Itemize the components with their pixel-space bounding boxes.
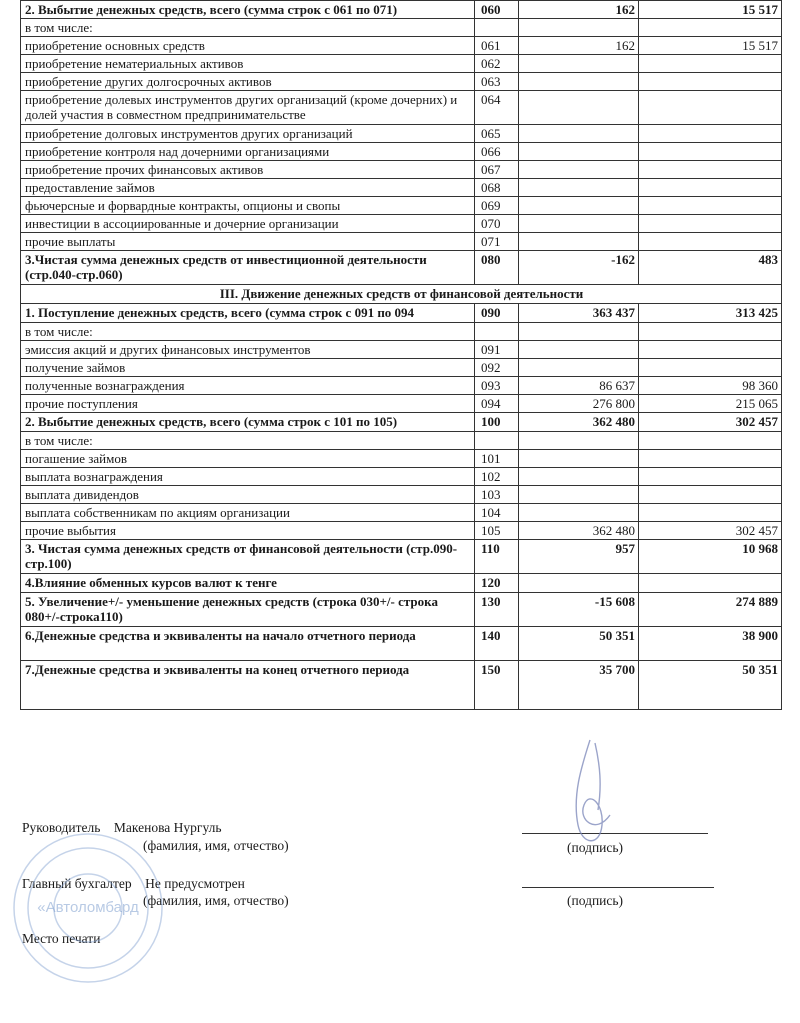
row-name-cell: инвестиции в ассоциированные и дочерние организации — [21, 215, 475, 233]
table-row — [21, 304, 782, 323]
row-name-cell: в том числе: — [21, 432, 475, 450]
table-row — [21, 574, 782, 593]
row-code-cell: 130 — [475, 593, 519, 627]
current-period-cell: 162 — [519, 1, 639, 19]
table-row — [21, 19, 782, 37]
table-row — [21, 73, 782, 91]
current-period-cell — [519, 19, 639, 37]
row-code-cell: 102 — [475, 468, 519, 486]
row-code-cell: 120 — [475, 574, 519, 593]
accountant-title: Главный бухгалтер — [22, 876, 132, 891]
table-row — [21, 486, 782, 504]
current-period-cell — [519, 486, 639, 504]
row-code-cell: 063 — [475, 73, 519, 91]
row-code-cell: 150 — [475, 661, 519, 710]
previous-period-cell: 38 900 — [639, 627, 782, 661]
current-period-cell: 50 351 — [519, 627, 639, 661]
row-code-cell: 101 — [475, 450, 519, 468]
previous-period-cell: 483 — [639, 251, 782, 285]
previous-period-cell: 15 517 — [639, 1, 782, 19]
previous-period-cell — [639, 432, 782, 450]
row-name-cell: в том числе: — [21, 19, 475, 37]
table-row — [21, 215, 782, 233]
current-period-cell: 957 — [519, 540, 639, 574]
row-name-cell: приобретение основных средств — [21, 37, 475, 55]
table-row — [21, 413, 782, 432]
signature-stroke — [576, 740, 610, 841]
row-code-cell: 105 — [475, 522, 519, 540]
table-row — [21, 161, 782, 179]
section-header-row — [21, 285, 782, 304]
previous-period-cell — [639, 91, 782, 125]
current-period-cell — [519, 432, 639, 450]
row-code-cell: 071 — [475, 233, 519, 251]
row-code-cell: 140 — [475, 627, 519, 661]
table-row — [21, 341, 782, 359]
table-row — [21, 37, 782, 55]
row-name-cell: 1. Поступление денежных средств, всего (сумма строк с 091 по 094 — [21, 304, 475, 323]
row-code-cell: 061 — [475, 37, 519, 55]
current-period-cell — [519, 73, 639, 91]
row-name-cell: приобретение контроля над дочерними организациями — [21, 143, 475, 161]
row-name-cell: погашение займов — [21, 450, 475, 468]
current-period-cell: -162 — [519, 251, 639, 285]
row-code-cell — [475, 323, 519, 341]
previous-period-cell — [639, 359, 782, 377]
row-code-cell: 069 — [475, 197, 519, 215]
row-name-cell: 6.Денежные средства и эквиваленты на начало отчетного периода — [21, 627, 475, 661]
row-name-cell: приобретение долговых инструментов других организаций — [21, 125, 475, 143]
current-period-cell — [519, 341, 639, 359]
head-name: Макенова Нургуль — [113, 820, 222, 835]
head-title: Руководитель — [22, 820, 101, 835]
current-period-cell: 86 637 — [519, 377, 639, 395]
table-row — [21, 540, 782, 574]
row-code-cell: 065 — [475, 125, 519, 143]
row-code-cell: 094 — [475, 395, 519, 413]
current-period-cell — [519, 323, 639, 341]
previous-period-cell — [639, 504, 782, 522]
current-period-cell: 363 437 — [519, 304, 639, 323]
row-name-cell: 3.Чистая сумма денежных средств от инвестиционной деятельности (стр.040-стр.060) — [21, 251, 475, 285]
row-name-cell: фьючерсные и форвардные контракты, опционы и свопы — [21, 197, 475, 215]
row-code-cell: 090 — [475, 304, 519, 323]
previous-period-cell — [639, 215, 782, 233]
row-name-cell: выплата вознаграждения — [21, 468, 475, 486]
accountant-name-caption: (фамилия, имя, отчество) — [143, 893, 289, 908]
table-row — [21, 504, 782, 522]
table-row — [21, 251, 782, 285]
row-code-cell: 100 — [475, 413, 519, 432]
current-period-cell — [519, 233, 639, 251]
previous-period-cell — [639, 323, 782, 341]
current-period-cell: 276 800 — [519, 395, 639, 413]
table-row — [21, 125, 782, 143]
table-row — [21, 91, 782, 125]
row-code-cell: 080 — [475, 251, 519, 285]
row-code-cell — [475, 19, 519, 37]
current-period-cell — [519, 55, 639, 73]
table-row — [21, 197, 782, 215]
current-period-cell — [519, 215, 639, 233]
current-period-cell — [519, 450, 639, 468]
current-period-cell — [519, 125, 639, 143]
previous-period-cell — [639, 55, 782, 73]
table-row — [21, 661, 782, 710]
row-code-cell: 067 — [475, 161, 519, 179]
row-name-cell: 7.Денежные средства и эквиваленты на конец отчетного периода — [21, 661, 475, 710]
row-name-cell: предоставление займов — [21, 179, 475, 197]
previous-period-cell — [639, 161, 782, 179]
row-code-cell: 064 — [475, 91, 519, 125]
row-code-cell: 093 — [475, 377, 519, 395]
table-row — [21, 450, 782, 468]
current-period-cell — [519, 504, 639, 522]
row-name-cell: приобретение других долгосрочных активов — [21, 73, 475, 91]
previous-period-cell — [639, 341, 782, 359]
current-period-cell — [519, 161, 639, 179]
previous-period-cell: 215 065 — [639, 395, 782, 413]
row-code-cell: 110 — [475, 540, 519, 574]
previous-period-cell: 98 360 — [639, 377, 782, 395]
row-name-cell: 5. Увеличение+/- уменьшение денежных средств (строка 030+/- строка 080+/-строка110) — [21, 593, 475, 627]
head-name-caption: (фамилия, имя, отчество) — [143, 838, 289, 853]
previous-period-cell: 302 457 — [639, 413, 782, 432]
row-code-cell: 066 — [475, 143, 519, 161]
row-name-cell: 4.Влияние обменных курсов валют к тенге — [21, 574, 475, 593]
current-period-cell: 162 — [519, 37, 639, 55]
row-name-cell: эмиссия акций и других финансовых инструментов — [21, 341, 475, 359]
row-code-cell: 060 — [475, 1, 519, 19]
organization-stamp — [8, 828, 168, 988]
current-period-cell: -15 608 — [519, 593, 639, 627]
accountant-signature-caption: (подпись) — [567, 893, 624, 908]
cash-flow-table — [20, 0, 782, 710]
row-code-cell — [475, 432, 519, 450]
table-row — [21, 395, 782, 413]
previous-period-cell — [639, 468, 782, 486]
current-period-cell — [519, 197, 639, 215]
previous-period-cell: 313 425 — [639, 304, 782, 323]
previous-period-cell — [639, 19, 782, 37]
previous-period-cell — [639, 574, 782, 593]
previous-period-cell — [639, 125, 782, 143]
previous-period-cell — [639, 197, 782, 215]
previous-period-cell: 274 889 — [639, 593, 782, 627]
row-name-cell: прочие выбытия — [21, 522, 475, 540]
current-period-cell — [519, 179, 639, 197]
head-signature-caption: (подпись) — [567, 840, 624, 855]
previous-period-cell: 10 968 — [639, 540, 782, 574]
row-name-cell: прочие поступления — [21, 395, 475, 413]
table-row — [21, 593, 782, 627]
previous-period-cell — [639, 73, 782, 91]
row-code-cell: 068 — [475, 179, 519, 197]
table-row — [21, 55, 782, 73]
row-name-cell: полученные вознаграждения — [21, 377, 475, 395]
row-name-cell: приобретение долевых инструментов других организаций (кроме дочерних) и долей участия в совместном предпринимательстве — [21, 91, 475, 125]
current-period-cell — [519, 91, 639, 125]
table-row — [21, 1, 782, 19]
row-code-cell: 104 — [475, 504, 519, 522]
current-period-cell — [519, 359, 639, 377]
previous-period-cell — [639, 179, 782, 197]
section-title: III. Движение денежных средств от финансовой деятельности — [21, 285, 782, 304]
row-code-cell: 103 — [475, 486, 519, 504]
row-name-cell: выплата собственникам по акциям организации — [21, 504, 475, 522]
table-row — [21, 468, 782, 486]
previous-period-cell: 50 351 — [639, 661, 782, 710]
row-name-cell: в том числе: — [21, 323, 475, 341]
row-name-cell: 2. Выбытие денежных средств, всего (сумма строк с 061 по 071) — [21, 1, 475, 19]
handwritten-signature — [560, 735, 620, 855]
row-code-cell: 062 — [475, 55, 519, 73]
row-code-cell: 091 — [475, 341, 519, 359]
previous-period-cell — [639, 143, 782, 161]
previous-period-cell — [639, 486, 782, 504]
table-row — [21, 143, 782, 161]
stamp-text: «Автоломбард — [37, 899, 139, 916]
table-row — [21, 323, 782, 341]
table-row — [21, 377, 782, 395]
row-name-cell: получение займов — [21, 359, 475, 377]
current-period-cell: 362 480 — [519, 413, 639, 432]
row-code-cell: 070 — [475, 215, 519, 233]
current-period-cell: 362 480 — [519, 522, 639, 540]
row-name-cell: прочие выплаты — [21, 233, 475, 251]
row-code-cell: 092 — [475, 359, 519, 377]
current-period-cell — [519, 574, 639, 593]
cash-flow-table-body — [21, 1, 782, 710]
row-name-cell: приобретение нематериальных активов — [21, 55, 475, 73]
table-row — [21, 627, 782, 661]
table-row — [21, 432, 782, 450]
seal-place-label: Место печати — [22, 931, 101, 946]
current-period-cell: 35 700 — [519, 661, 639, 710]
accountant-signature-line — [522, 887, 714, 888]
row-name-cell: 2. Выбытие денежных средств, всего (сумма строк с 101 по 105) — [21, 413, 475, 432]
current-period-cell — [519, 143, 639, 161]
table-row — [21, 522, 782, 540]
table-row — [21, 179, 782, 197]
current-period-cell — [519, 468, 639, 486]
row-name-cell: приобретение прочих финансовых активов — [21, 161, 475, 179]
table-row — [21, 233, 782, 251]
previous-period-cell — [639, 450, 782, 468]
row-name-cell: выплата дивидендов — [21, 486, 475, 504]
previous-period-cell: 302 457 — [639, 522, 782, 540]
previous-period-cell: 15 517 — [639, 37, 782, 55]
previous-period-cell — [639, 233, 782, 251]
accountant-name: Не предусмотрен — [145, 876, 245, 891]
table-row — [21, 359, 782, 377]
row-name-cell: 3. Чистая сумма денежных средств от финансовой деятельности (стр.090-стр.100) — [21, 540, 475, 574]
